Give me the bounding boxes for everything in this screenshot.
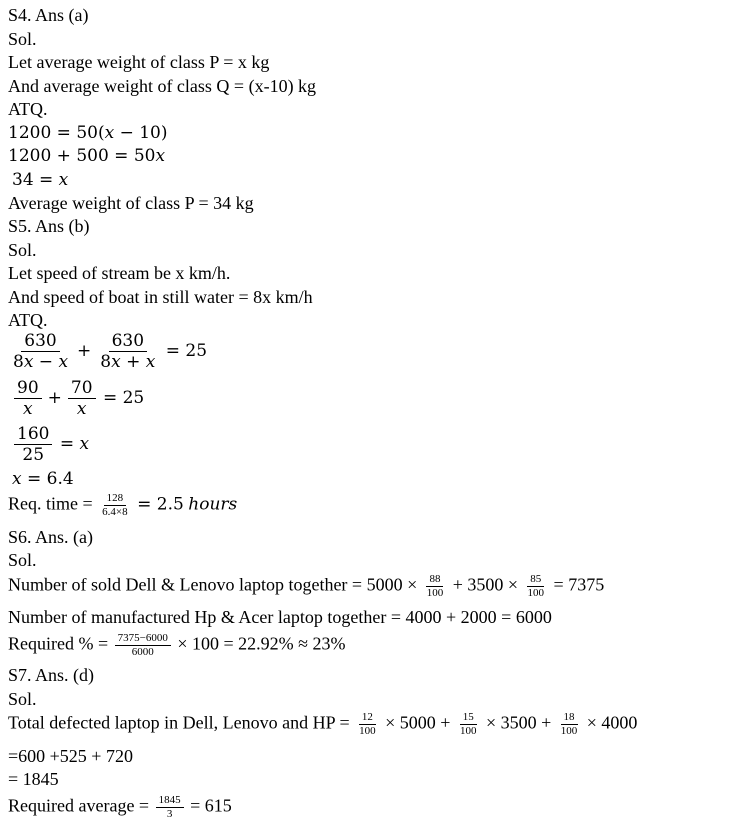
s6-sol: Sol. — [8, 550, 37, 570]
s5-atq: ATQ. — [8, 310, 48, 330]
fraction: $\frac{88}{100}$ — [426, 573, 444, 599]
s6-line3: Required % = $\frac{7375-6000}{6000}$ × 100 = 22.92% ≈ 23% — [8, 632, 346, 658]
s5-sol: Sol. — [8, 240, 37, 260]
s5-eq3: $\frac{160}{25}$ = 𝑥 — [12, 424, 89, 465]
fraction: $\frac{70}{\text{𝑥}}$ — [68, 378, 96, 419]
fraction: $\frac{15}{100}$ — [459, 711, 477, 737]
s5-eq4: 𝑥 = 6.4 — [12, 469, 74, 489]
fraction: $\frac{85}{100}$ — [527, 573, 545, 599]
s4-eq3: 34 = 𝑥 — [12, 170, 69, 190]
s4-eq2: 1200 + 500 = 50𝑥 — [8, 146, 166, 166]
s4-sol: Sol. — [8, 29, 37, 49]
s5-line2: And speed of boat in still water = 8x km/h — [8, 287, 313, 307]
s4-line1: Let average weight of class P = x kg — [8, 52, 270, 72]
s7-line1: Total defected laptop in Dell, Lenovo and HP = $\frac{12}{100}$ × 5000 + $\frac{15}{100}$ × 3500 + $\frac{18}{100}$ × 4000 — [8, 711, 638, 737]
s6-heading: S6. Ans. (a) — [8, 527, 93, 547]
s5-time: Req. time = $\frac{128}{6.4\times 8}$ = 2.5 hours — [8, 492, 238, 518]
fraction: $\frac{160}{25}$ — [14, 424, 52, 465]
s5-eq2: $\frac{90}{\text{𝑥}}$ + $\frac{70}{\text{𝑥}}$ = 25 — [12, 378, 144, 419]
s7-line3: = 1845 — [8, 769, 59, 789]
fraction: $\frac{1845}{3}$ — [156, 794, 184, 821]
s4-eq1: 1200 = 50(𝑥 − 10) — [8, 123, 168, 143]
fraction: $\frac{128}{6.4\times 8}$ — [102, 492, 128, 518]
s5-heading: S5. Ans (b) — [8, 216, 90, 236]
s7-heading: S7. Ans. (d) — [8, 665, 95, 685]
s5-line1: Let speed of stream be x km/h. — [8, 263, 231, 283]
s7-sol: Sol. — [8, 689, 37, 709]
s7-line2: =600 +525 + 720 — [8, 746, 133, 766]
s6-line2: Number of manufactured Hp & Acer laptop together = 4000 + 2000 = 6000 — [8, 607, 552, 627]
fraction: $\frac{18}{100}$ — [560, 711, 578, 737]
fraction: $\frac{90}{\text{𝑥}}$ — [14, 378, 42, 419]
s7-average: Required average = $\frac{1845}{3}$ = 615 — [8, 794, 232, 820]
fraction: $\frac{7375-6000}{6000}$ — [115, 632, 171, 659]
s6-line1: Number of sold Dell & Lenovo laptop together = 5000 × $\frac{88}{100}$ + 3500 × $\frac{85}{100}$ = 7375 — [8, 573, 605, 599]
s4-atq: ATQ. — [8, 99, 48, 119]
fraction: $\frac{630}{\text{8𝑥 + 𝑥}}$ — [100, 331, 156, 372]
fraction: $\frac{12}{100}$ — [359, 711, 376, 737]
s4-result: Average weight of class P = 34 kg — [8, 193, 254, 213]
s4-heading: S4. Ans (a) — [8, 5, 89, 25]
s4-line2: And average weight of class Q = (x-10) kg — [8, 76, 317, 96]
fraction: $\frac{630}{\text{8𝑥 − 𝑥}}$ — [13, 331, 69, 372]
s5-eq1: $\frac{630}{\text{8𝑥 − 𝑥}}$ + $\frac{630}{\text{8𝑥 + 𝑥}}$ = 25 — [8, 331, 207, 372]
